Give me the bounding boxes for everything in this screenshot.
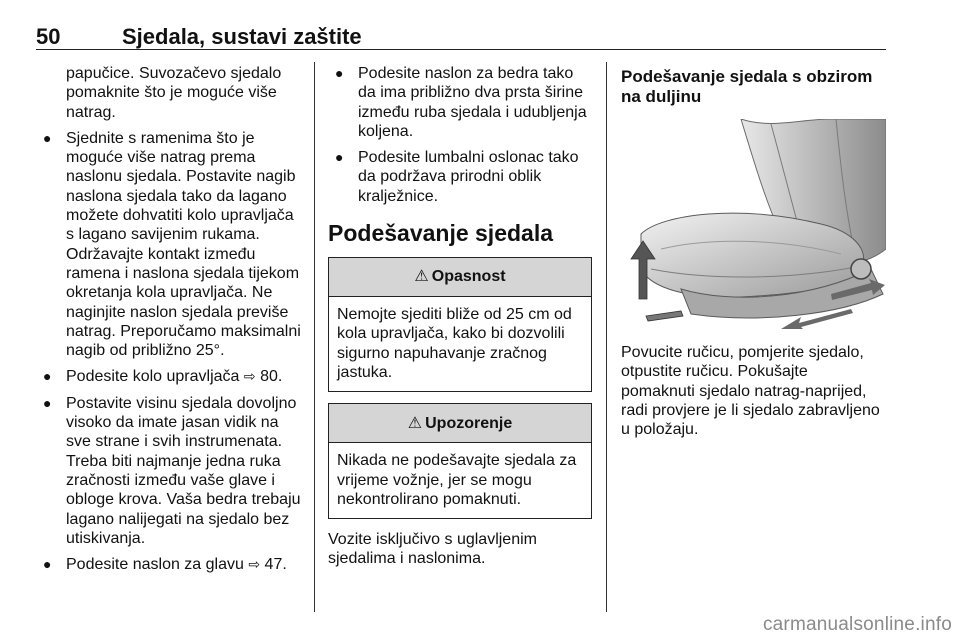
instruction-list: [328, 64, 592, 206]
bullet-icon: ●: [43, 368, 52, 385]
list-item-text: Sjednite s ramenima što je moguće više natrag prema naslonu sjedala. Postavite nagib naslona sjedala tako da lagano možete dohvatiti kolo upravljača s lagano savijenim rukama. Održavajte kontakt između ramena i naslona sjedala tijekom okretanja kola upravljača. Ne naginjite naslon sjedala previše natrag. Preporučamo maksimalni nagib od približno 25°.: [66, 129, 301, 360]
danger-box-header: [329, 258, 591, 297]
warning-box-header: [329, 404, 591, 443]
list-item: [328, 64, 592, 141]
warning-triangle-icon: ⚠: [414, 268, 429, 286]
list-item: [36, 129, 304, 361]
header-divider: [36, 49, 886, 50]
list-item-text: Podesite naslon za glavu: [66, 556, 244, 574]
section-heading: Podešavanje sjedala: [328, 220, 554, 247]
chapter-title: Sjedala, sustavi zaštite: [122, 24, 362, 49]
warning-box-text: Nikada ne podešavajte sjedala za vrijeme vožnje, jer se mogu nekontrolirano pomaknuti.: [337, 452, 577, 508]
list-item: [328, 148, 592, 206]
subsection-heading: Podešavanje sjedala s obzirom na duljinu: [621, 67, 873, 106]
body-text: Povucite ručicu, pomjerite sjedalo, otpustite ručicu. Pokušajte pomaknuti sjedalo natrag-naprijed, radi provjere je li sjedalo zabravljeno u položaju.: [621, 344, 880, 439]
danger-box-text: Nemojte sjediti bliže od 25 cm od kola upravljača, kako bi dozvolili sigurno napuhavanje zračnog jastuka.: [337, 306, 572, 381]
column-3: [621, 64, 886, 449]
warning-box-title: Upozorenje: [425, 414, 513, 432]
list-item-text: Podesite lumbalni oslonac tako da podržava prirodni oblik kralježnice.: [358, 149, 579, 205]
seat-adjustment-illustration: [621, 119, 886, 329]
list-item: [36, 555, 304, 574]
continued-text: papučice. Suvozačevo sjedalo pomaknite što je moguće više natrag.: [66, 65, 282, 121]
page-reference-link[interactable]: 80.: [260, 368, 283, 386]
warning-triangle-icon: ⚠: [407, 414, 423, 432]
bullet-icon: ●: [43, 129, 52, 146]
body-text: Vozite isključivo s uglavljenim sjedalima i naslonima.: [328, 531, 537, 568]
page-reference-icon: ⇨: [243, 368, 256, 385]
list-item-text: Podesite kolo upravljača: [66, 368, 240, 386]
danger-box-title: Opasnost: [431, 268, 506, 286]
watermark: carmanualsonline.info: [762, 614, 952, 635]
list-item-text: Postavite visinu sjedala dovoljno visoko da imate jasan vidik na sve strane i svih instrumenata. Treba biti najmanje jedna ruka zračnosti između vaše glave i obloge krova. Vaša bedra trebaju lagano nalijegati na sjedalo bez utiskivanja.: [66, 394, 301, 547]
warning-box: [328, 403, 592, 519]
bullet-icon: ●: [43, 394, 52, 411]
page-reference-link[interactable]: 47.: [264, 556, 287, 574]
bullet-icon: ●: [43, 556, 52, 573]
list-item: [36, 394, 304, 548]
page-number: 50: [36, 24, 61, 49]
page-reference-icon: ⇨: [248, 556, 261, 573]
column-1: [36, 64, 304, 581]
list-item: [36, 367, 304, 386]
page-header: [36, 22, 886, 52]
bullet-icon: ●: [335, 149, 344, 166]
instruction-list: [36, 129, 304, 575]
seat-illustration-svg: [621, 119, 886, 329]
column-divider-1: [314, 62, 315, 612]
danger-box: [328, 257, 592, 392]
column-2: [328, 64, 592, 579]
list-item-text: Podesite naslon za bedra tako da ima približno dva prsta širine između ruba sjedala i udubljenja koljena.: [358, 65, 587, 140]
column-divider-2: [606, 62, 607, 612]
bullet-icon: ●: [335, 65, 344, 81]
